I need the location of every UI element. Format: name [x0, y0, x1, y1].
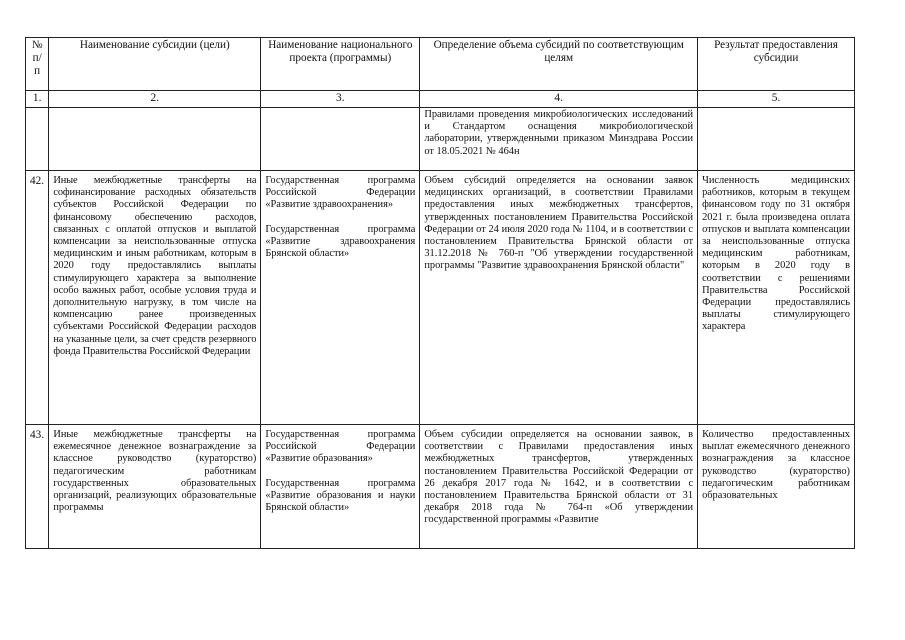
table-row: [26, 171, 855, 425]
row-volume: Объем субсидий определяется на основании заявок медицинских организаций, в соответствии Правилами предоставления иных межбюджетных трансфертов, утвержденных постановлением Правительства Российской Федерации от 24 июля 2020 года № 1104, и в соответствии с постановлением Правительства Брянской области от 31.12.2018 № 760-п "Об утверждении государственной программы "Развитие здравоохранения Брянской области": [420, 171, 698, 425]
row-result: Численность медицинских работников, которым в текущем финансовом году по 31 октября 2021 г. была произведена оплата отпусков и выплата компенсации за неиспользованные отпуска медицинским работникам, которым в 2020 году в соответствии с решениями Правительства Российской Федерации предоставлялись выплаты стимулирующего характера: [698, 171, 855, 425]
row-name: Иные межбюджетные трансферты на ежемесячное денежное вознаграждение за классное руководство (кураторство) педагогическим работникам государственных образовательных организаций, реализующих образовательные программы: [49, 425, 261, 549]
project-regional: Государственная программа «Развитие здравоохранения Брянской области»: [265, 223, 416, 260]
column-number: 5.: [698, 91, 855, 108]
column-number: 3.: [261, 91, 420, 108]
row-project: [261, 171, 420, 425]
row-result: Количество предоставленных выплат ежемесячного денежного вознаграждения за классное руководство (кураторство) педагогическим работникам образовательных: [698, 425, 855, 549]
column-number-row: [26, 91, 855, 108]
row-name: Иные межбюджетные трансферты на софинансирование расходных обязательств субъектов Российской Федерации по финансовому обеспечению расходов, связанных с оплатой отпусков и выплатой компенсации за неиспользованные отпуска медицинским и иным работникам, которым в 2020 году предоставлялись выплаты стимулирующего характера за выполнение особо важных работ, особые условия труда и дополнительную нагрузку, в том числе на компенсацию ранее произведенных субъектами Российской Федерации расходов на указанные цели, за счет средств резервного фонда Правительства Российской Федерации: [49, 171, 261, 425]
header-name: Наименование субсидии (цели): [49, 38, 261, 91]
continuation-volume-cell: Правилами проведения микробиологических исследований и Стандартом оснащения микробиологической лаборатории, утвержденными приказом Минздрава России от 18.05.2021 № 464н: [420, 108, 698, 171]
project-federal: Государственная программа Российской Федерации «Развитие образования»: [265, 429, 416, 465]
subsidy-table: [25, 37, 855, 549]
table-header-row: [26, 38, 855, 91]
table-row-continuation: [26, 108, 855, 171]
header-num: № п/п: [26, 38, 49, 91]
project-federal: Государственная программа Российской Федерации «Развитие здравоохранения»: [265, 175, 416, 211]
table-row: [26, 425, 855, 549]
column-number: 4.: [420, 91, 698, 108]
project-regional: Государственная программа «Развитие образования и науки Брянской области»: [265, 477, 416, 514]
row-volume: Объем субсидии определяется на основании заявок, в соответствии с Правилами предоставления иных межбюджетных трансфертов, утвержденных постановлением Правительства Российской Федерации от 26 декабря 2017 года № 1642, и в соответствии с постановлением Правительства Брянской области от 31 декабря 2018 года № 764-п «Об утверждении государственной программы «Развитие: [420, 425, 698, 549]
column-number: 1.: [26, 91, 49, 108]
header-result: Результат предоставления субсидии: [698, 38, 855, 91]
column-number: 2.: [49, 91, 261, 108]
header-project: Наименование национального проекта (программы): [261, 38, 420, 91]
row-num: 43.: [26, 425, 49, 549]
header-volume: Определение объема субсидий по соответствующим целям: [420, 38, 698, 91]
row-num: 42.: [26, 171, 49, 425]
row-project: [261, 425, 420, 549]
